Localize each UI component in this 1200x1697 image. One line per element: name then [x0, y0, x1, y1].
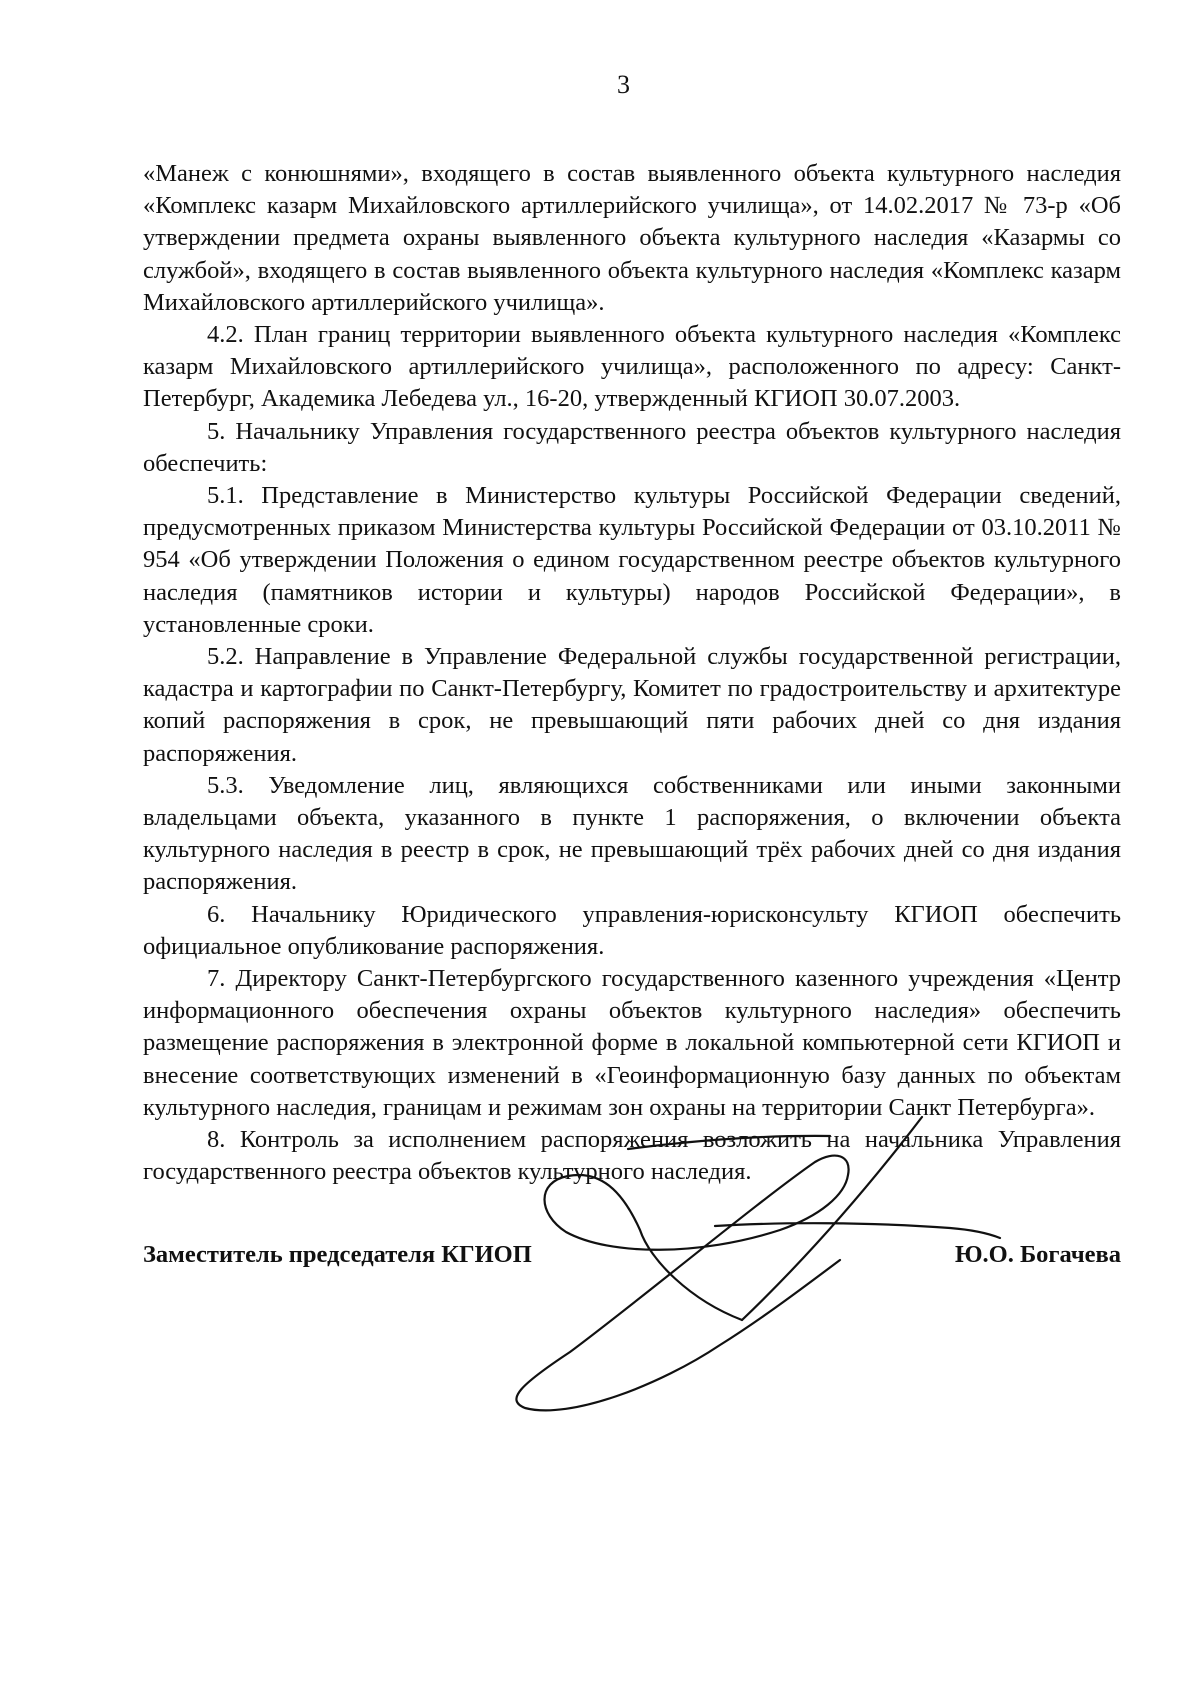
signature-tail-stroke — [715, 1223, 1000, 1238]
signer-title: Заместитель председателя КГИОП — [143, 1241, 532, 1268]
paragraph-continuation: «Манеж с конюшнями», входящего в состав выявленного объекта культурного наследия «Комплекс казарм Михайловского артиллерийского училища», от 14.02.2017 № 73-р «Об утверждении предмета охраны выявленного объекта культурного наследия «Казармы со службой», входящего в состав выявленного объекта культурного наследия «Комплекс казарм Михайловского артиллерийского училища». — [143, 160, 1121, 316]
paragraph-5-2: 5.2. Направление в Управление Федеральной службы государственной регистрации, кадастра и картографии по Санкт-Петербургу, Комитет по градостроительству и архитектуре копий распоряжения в срок, не превышающий пяти рабочих дней со дня издания распоряжения. — [143, 643, 1121, 767]
document-body — [143, 158, 1121, 1189]
signature-block — [143, 1239, 1121, 1279]
page-number: 3 — [617, 70, 630, 99]
paragraph-8: 8. Контроль за исполнением распоряжения возложить на начальника Управления государственного реестра объектов культурного наследия. — [143, 1126, 1121, 1186]
paragraph-7: 7. Директору Санкт-Петербургского государственного казенного учреждения «Центр информационного обеспечения охраны объектов культурного наследия» обеспечить размещение распоряжения в электронной форме в локальной компьютерной сети КГИОП и внесение соответствующих изменений в «Геоинформационную базу данных по объектам культурного наследия, границам и режимам зон охраны на территории Санкт Петербурга». — [143, 965, 1121, 1121]
paragraph-6: 6. Начальнику Юридического управления-юрисконсульту КГИОП обеспечить официальное опубликование распоряжения. — [143, 900, 1121, 960]
signature-loop-stroke — [516, 1156, 848, 1411]
paragraph-5-3: 5.3. Уведомление лиц, являющихся собственниками или иными законными владельцами объекта, указанного в пункте 1 распоряжения, о включении объекта культурного наследия в реестр в срок, не превышающий трёх рабочих дней со дня издания распоряжения. — [143, 771, 1121, 896]
paragraph-5-1: 5.1. Представление в Министерство культуры Российской Федерации сведений, предусмотренных приказом Министерства культуры Российской Федерации от 03.10.2011 № 954 «Об утверждении Положения о едином государственном реестре объектов культурного наследия (памятников истории и культуры) народов Российской Федерации», в установленные сроки. — [143, 482, 1121, 638]
paragraph-5: 5. Начальнику Управления государственного реестра объектов культурного наследия обеспечить: — [143, 417, 1121, 477]
paragraph-4-2: 4.2. План границ территории выявленного объекта культурного наследия «Комплекс казарм Михайловского артиллерийского училища», расположенного по адресу: Санкт-Петербург, Академика Лебедева ул., 16-20, утвержденный КГИОП 30.07.2003. — [143, 321, 1121, 413]
signer-name: Ю.О. Богачева — [954, 1241, 1121, 1268]
